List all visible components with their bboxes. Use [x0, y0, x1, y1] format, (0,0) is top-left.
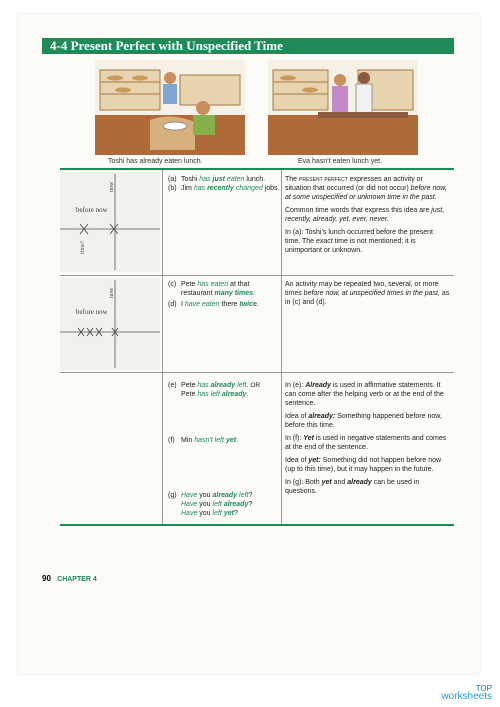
- column-divider-1: [162, 170, 163, 524]
- toshi-eating-illustration: [95, 60, 245, 155]
- explanation-2: An activity may be repeated two, several, or more times before now, at unspecified times in the past, as in (c) and (d).: [285, 281, 450, 306]
- example-e: (e) Pete has already left. OR Pete has left already.: [168, 382, 261, 398]
- table-top-rule: [60, 168, 454, 170]
- section-header: [42, 38, 454, 54]
- before-now-label-2: before now: [76, 308, 108, 316]
- timeline-diagram-2: [60, 278, 160, 370]
- section-title: 4-4 Present Perfect with Unspecified Time: [50, 38, 283, 53]
- now-label-2: now: [109, 287, 115, 298]
- page-footer: [42, 574, 97, 583]
- eva-buffet-illustration: [268, 60, 418, 155]
- example-b: (b) Jim has recently changed jobs.: [168, 185, 280, 192]
- example-g: (g) Have you already left? Have you left already? Have you left yet?: [168, 492, 253, 517]
- column-divider-2: [281, 170, 282, 524]
- example-d: (d) I have eaten there twice.: [168, 301, 259, 308]
- explanation-1: [285, 175, 450, 259]
- time-question-label: time?: [80, 240, 86, 254]
- timeline-diagram-1: [60, 172, 160, 272]
- explanation-1-p1: The present perfect expresses an activity or situation that occurred (or did not occur) before now, at some unspecified or unknown time in the past.: [285, 176, 447, 201]
- caption-right: Eva hasn’t eaten lunch yet.: [298, 158, 383, 165]
- example-a: (a) Toshi has just eaten lunch.: [168, 176, 266, 183]
- caption-left: Toshi has already eaten lunch.: [108, 158, 203, 165]
- before-now-label-1: before now: [76, 206, 108, 214]
- example-f: (f) Min hasn't left yet.: [168, 437, 239, 444]
- examples-ab: [168, 175, 280, 193]
- examples-cd: [168, 280, 280, 309]
- table-bottom-rule: [60, 524, 454, 526]
- page-number: 90: [42, 574, 51, 583]
- now-label-1: now: [109, 181, 115, 192]
- explanation-1-p3: In (a): Toshi’s lunch occurred before the present time. The exact time is not mentioned; it is unimportant or unknown.: [285, 229, 433, 254]
- example-c: (c) Pete has eaten at that restaurant many times.: [168, 281, 255, 297]
- explanation-1-p2: Common time words that express this idea are just, recently, already, yet, ever, never.: [285, 207, 445, 223]
- topworksheets-logo[interactable]: TOP worksheets: [441, 684, 492, 702]
- chapter-label: CHAPTER 4: [57, 576, 97, 583]
- row-divider-1: [60, 275, 454, 276]
- illustration-toshi: [95, 60, 245, 155]
- explanation-3: In (e): Already is used in affirmative statements. It can come after the helping verb or at the end of the sentence. Idea of already: Something happened before now, before this time. In (f): Yet is used in negative statements and comes at the end of the sentence. Idea of yet: Something did not happen before now (up to this time), but it may happen in the future. In (g): Both yet and already can be used in questions.: [285, 382, 447, 495]
- illustration-eva: [268, 60, 418, 155]
- row-divider-2: [60, 372, 454, 373]
